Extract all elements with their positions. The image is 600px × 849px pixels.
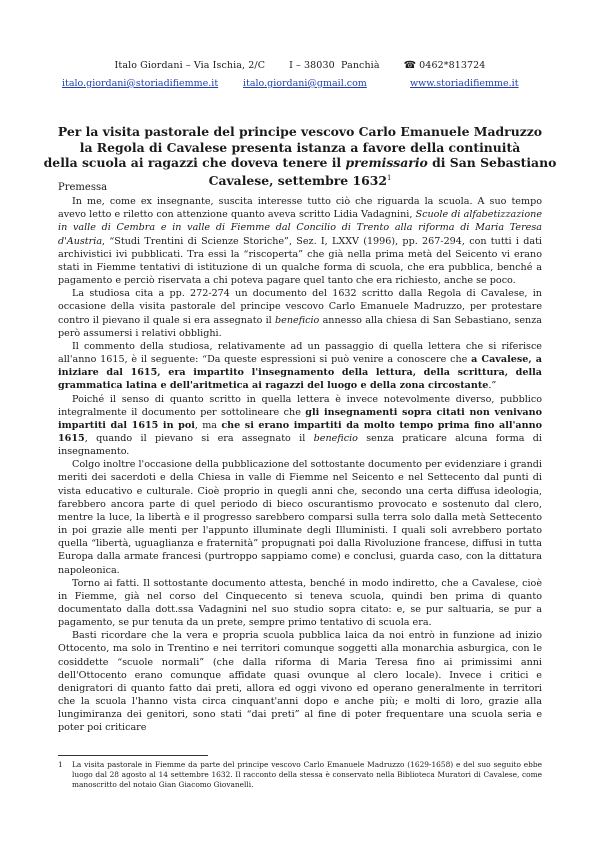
telephone-icon: ☎ <box>403 60 417 71</box>
footnote-ref[interactable]: 1 <box>386 173 392 182</box>
author-address: Italo Giordani – Via Ischia, 2/C <box>114 60 266 71</box>
email-link-1[interactable]: italo.giordani@storiadifiemme.it <box>62 78 219 89</box>
title-date-line: Cavalese, settembre 1632$^1$ <box>208 172 392 188</box>
footnote-number: 1 <box>58 760 63 769</box>
website-link[interactable]: www.storiadifiemme.it <box>410 78 519 89</box>
section-heading: Premessa <box>58 182 108 193</box>
title-line-2: la Regola di Cavalese presenta istanza a favore della continuità <box>79 139 521 155</box>
paragraph-2: La studiosa cita a pp. 272-274 un documento del 1632 scritto dalla Regola di Cavalese, in occasione della visita pastorale del principe vescovo Carlo Emanuele Madruzzo, per protestare contro il pievano il quale si era assegnato il beneficio annesso alla chiesa di San Sebastiano, senza però assumersi i relativi obblighi. <box>58 288 542 339</box>
email-link-2[interactable]: italo.giordani@gmail.com <box>243 78 367 89</box>
letterhead <box>0 60 600 71</box>
footnote-divider <box>58 755 208 756</box>
contact-links <box>0 78 600 92</box>
document-title <box>40 124 560 188</box>
paragraph-4: Poiché il senso di quanto scritto in quella lettera è invece notevolmente diverso, pubblico integralmente il documento per sottolineare che gli insegnamenti sopra citati non venivano impartiti dal 1615 in poi, ma che si erano impartiti da molto tempo prima fino all'anno 1615, quando il pievano si era assegnato il beneficio senza praticare alcuna forma di insegnamento. <box>58 393 542 458</box>
paragraph-3: Il commento della studiosa, relativamente ad un passaggio di quella lettera che si riferisce all'anno 1615, è il seguente: “Da queste espressioni si può venire a conoscere che a Cavalese, a iniziare dal 1615, era impartito l'insegnamento della lettura, della scrittura, della grammatica latina e dell'aritmetica ai ragazzi del luogo e della zona circostante.” <box>58 340 542 392</box>
postal-code: I – 38030 <box>289 60 335 71</box>
paragraph-1: In me, come ex insegnante, suscita interesse tutto ciò che riguarda la scuola. A suo tempo avevo letto e riletto con attenzione quanto aveva scritto Lidia Vadagnini, Scuole di alfabetizzazione in valle di Cembra e in valle di Fiemme dal Concilio di Trento alla riforma di Maria Teresa d'Austria, “Studi Trentini di Scienze Storiche”, Sez. I, LXXV (1996), pp. 267-294, con tutti i dati archivistici ivi pubblicati. Tra essi la “riscoperta” che già nella prima metà del Seicento vi erano stati in Fiemme tentativi di istituzione di un qualche forma di scuola, che era pubblica, benché a pagamento e perciò riservata a chi poteva pagare quel tanto che era richiesto, anche se poco. <box>58 196 542 287</box>
phone-number: 0462*813724 <box>419 60 486 71</box>
town: Panchià <box>341 60 380 71</box>
footnote-text: La visita pastorale in Fiemme da parte del principe vescovo Carlo Emanuele Madruzzo (1629-1658) e del suo seguito ebbe luogo dal 28 agosto al 14 settembre 1632. Il racconto della stessa è conservato nella Biblioteca Muratori di Cavalese, come manoscritto del notaio Gian Giacomo Giovanelli. <box>72 760 542 789</box>
paragraph-7: Basti ricordare che la vera e propria scuola pubblica laica da noi entrò in funzione ad inizio Ottocento, ma solo in Trentino e nei territori comunque soggetti alla monarchia asburgica, con le cosiddette “scuole normali” (che dalla riforma di Maria Teresa fino ai primissimi anni dell'Ottocento erano comunque affidate quasi ovunque al clero locale). Invece i critici e denigratori di quanto fatto dai preti, allora ed oggi vivono ed operano generalmente in territori che la scuola l'hanno vista circa cinquant'anni dopo e anche più; e molti di loro, grazie alla lungimiranza dei genitori, sono stati “dai preti” al fine di poter frequentare una scuola seria e poter poi criticare <box>58 630 542 734</box>
paragraph-6: Torno ai fatti. Il sottostante documento attesta, benché in modo indiretto, che a Cavalese, cioè in Fiemme, già nel corso del Cinquecento si teneva scuola, quindi ben prima di quanto documentato dalla dott.ssa Vadagnini nel suo studio sopra citato: e, se pur saltuaria, se pur a pagamento, se pur tenuta da un prete, sempre primo tentativo di scuola era. <box>58 577 542 629</box>
body-text <box>58 181 542 735</box>
paragraph-5: Colgo inoltre l'occasione della pubblicazione del sottostante documento per evidenziare i grandi meriti dei sacerdoti e della Chiesa in valle di Fiemme nel Seicento e nel Settecento dal punti di vista educativo e culturale. Cioè proprio in quegli anni che, secondo una certa diffusa ideologia, farebbero ancora parte di quel periodo di bieco oscurantismo provocato e sostenuto dal clero, mentre la luce, la libertà e il progresso sarebbero comparsi sulla terra solo dalla metà Settecento in poi grazie alle menti per l'appunto illuminate degli Illuministi. I quali soli avrebbero portato quella “libertà, uguaglianza e fraternità” propugnati poi dalla Rivoluzione francese, diffusi in tutta Europa dalla armate francesi (purtroppo sappiamo come) e conclusi, guarda caso, con la dittatura napoleonica. <box>58 459 542 576</box>
title-line-3: della scuola ai ragazzi che doveva tenere il premissario di San Sebastiano <box>43 155 557 170</box>
title-line-1: Per la visita pastorale del principe vescovo Carlo Emanuele Madruzzo <box>57 124 543 139</box>
footnote <box>58 760 542 790</box>
